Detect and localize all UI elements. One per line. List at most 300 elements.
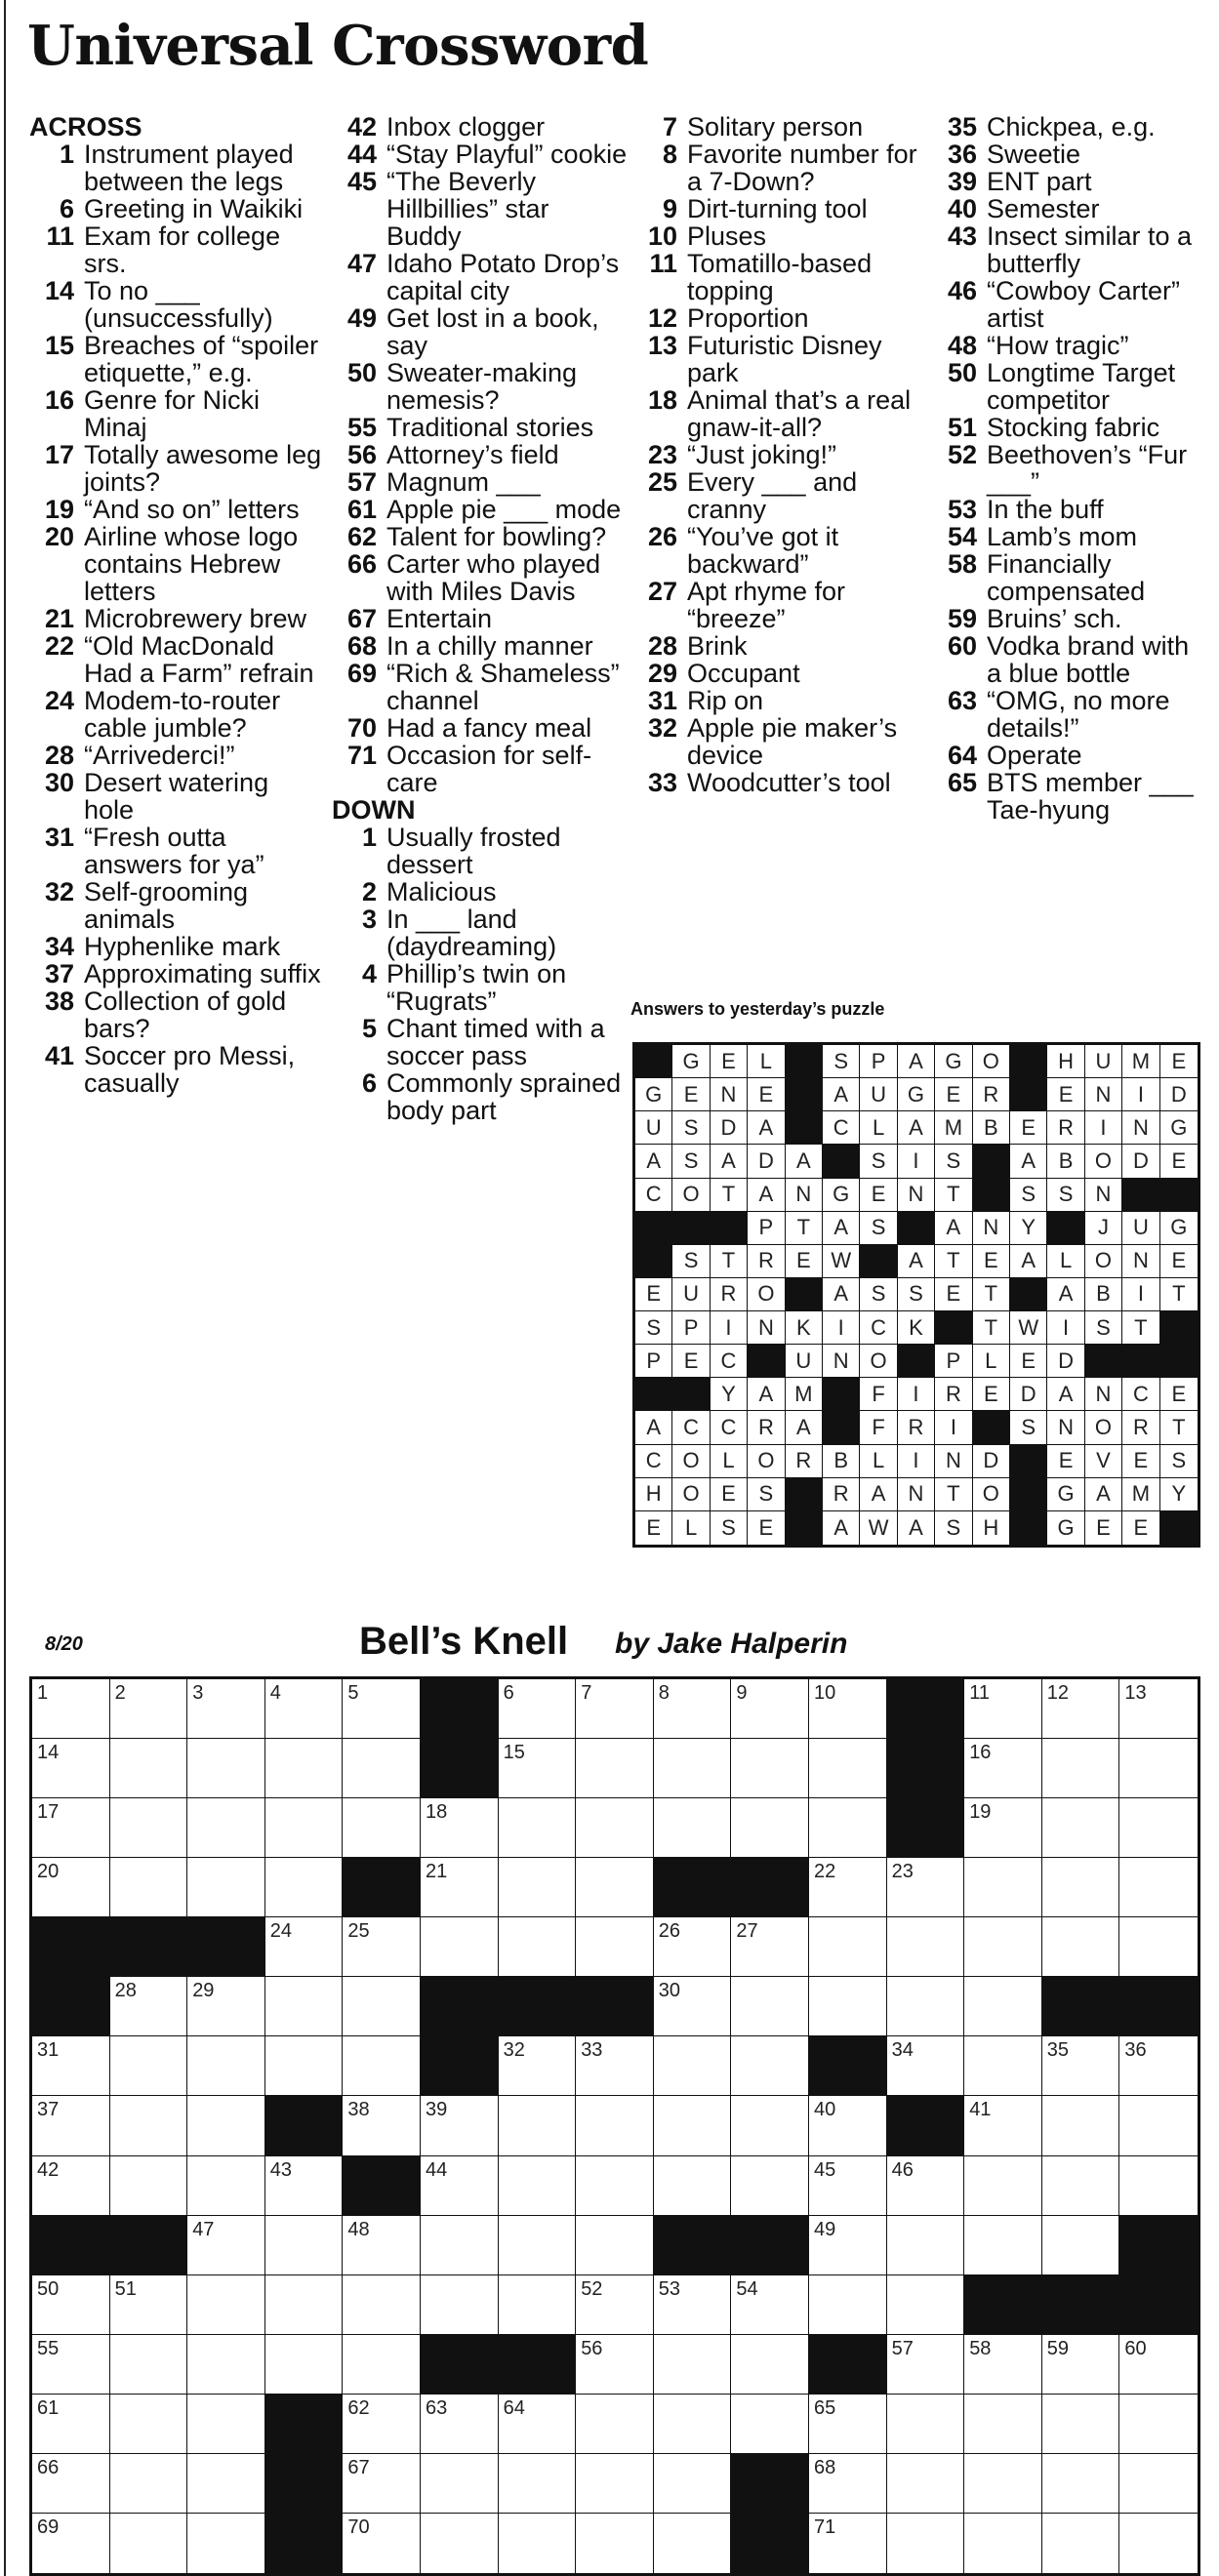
- grid-cell[interactable]: [499, 2395, 577, 2454]
- grid-black-square: [964, 2275, 1042, 2335]
- answer-cell: I: [1085, 1111, 1122, 1145]
- grid-cell[interactable]: [110, 2096, 188, 2155]
- grid-cell-number: 53: [658, 2277, 681, 2300]
- grid-cell[interactable]: [731, 2096, 809, 2155]
- grid-cell[interactable]: [499, 2514, 577, 2573]
- clue-text: “OMG, no more details!”: [987, 686, 1170, 743]
- crossword-grid: [29, 1676, 1200, 2576]
- answer-cell: C: [635, 1179, 672, 1212]
- answer-cell: E: [935, 1078, 972, 1111]
- grid-cell[interactable]: [1119, 2514, 1198, 2573]
- grid-cell[interactable]: [187, 2275, 265, 2335]
- grid-cell[interactable]: [1042, 2335, 1120, 2395]
- answer-cell: C: [711, 1345, 748, 1378]
- clue-text: Occupant: [687, 659, 800, 688]
- grid-cell[interactable]: [654, 1977, 732, 2036]
- grid-cell[interactable]: [654, 2036, 732, 2096]
- grid-cell[interactable]: [576, 2275, 654, 2335]
- grid-cell[interactable]: [110, 2514, 188, 2573]
- grid-cell[interactable]: [654, 2156, 732, 2216]
- grid-cell[interactable]: [421, 2454, 499, 2514]
- grid-cell-number: 8: [658, 1682, 670, 1704]
- answer-cell: N: [823, 1345, 860, 1378]
- answer-black-square: [1010, 1445, 1047, 1478]
- grid-cell[interactable]: [499, 2454, 577, 2514]
- answer-cell: O: [973, 1045, 1010, 1078]
- grid-black-square: [265, 2454, 344, 2514]
- grid-cell[interactable]: [1042, 2216, 1120, 2275]
- grid-cell[interactable]: [964, 2216, 1042, 2275]
- clue-number: 57: [346, 467, 377, 497]
- grid-cell[interactable]: [32, 2395, 110, 2454]
- answer-cell: B: [823, 1445, 860, 1478]
- grid-cell[interactable]: [343, 1798, 421, 1858]
- grid-cell[interactable]: [499, 1679, 577, 1739]
- grid-cell[interactable]: [1119, 2454, 1198, 2514]
- grid-black-square: [654, 2216, 732, 2275]
- answer-cell: R: [1122, 1411, 1159, 1444]
- clue-text: Chickpea, e.g.: [987, 112, 1156, 141]
- grid-cell[interactable]: [731, 1739, 809, 1798]
- grid-cell[interactable]: [887, 2156, 965, 2216]
- grid-cell[interactable]: [887, 2275, 965, 2335]
- answer-cell: E: [1122, 1511, 1159, 1545]
- answer-cell: P: [935, 1345, 972, 1378]
- clue-item: [29, 687, 322, 742]
- grid-cell[interactable]: [576, 2096, 654, 2155]
- grid-cell[interactable]: [576, 1858, 654, 1917]
- grid-cell[interactable]: [499, 2275, 577, 2335]
- grid-cell[interactable]: [887, 1858, 965, 1917]
- grid-cell[interactable]: [187, 2156, 265, 2216]
- grid-cell[interactable]: [265, 1917, 344, 1977]
- grid-cell[interactable]: [964, 2036, 1042, 2096]
- grid-cell[interactable]: [576, 2216, 654, 2275]
- grid-cell[interactable]: [576, 1739, 654, 1798]
- grid-cell[interactable]: [499, 1858, 577, 1917]
- grid-cell[interactable]: [187, 1858, 265, 1917]
- grid-cell[interactable]: [187, 2096, 265, 2155]
- grid-cell[interactable]: [809, 1858, 887, 1917]
- grid-cell[interactable]: [265, 1798, 344, 1858]
- answer-cell: A: [898, 1245, 935, 1278]
- grid-cell[interactable]: [343, 1739, 421, 1798]
- grid-cell[interactable]: [809, 2395, 887, 2454]
- grid-cell[interactable]: [32, 2514, 110, 2573]
- grid-cell[interactable]: [187, 1977, 265, 2036]
- answer-cell: R: [748, 1411, 785, 1444]
- answer-cell: D: [1160, 1078, 1198, 1111]
- grid-cell[interactable]: [421, 2395, 499, 2454]
- grid-cell[interactable]: [499, 2156, 577, 2216]
- answer-cell: C: [860, 1311, 897, 1345]
- clue-item: [632, 769, 930, 796]
- grid-cell[interactable]: [1042, 1917, 1120, 1977]
- clue-number: 25: [647, 467, 677, 497]
- grid-cell[interactable]: [731, 2275, 809, 2335]
- grid-cell[interactable]: [654, 2454, 732, 2514]
- grid-cell[interactable]: [576, 1679, 654, 1739]
- grid-cell[interactable]: [1042, 2036, 1120, 2096]
- grid-cell[interactable]: [499, 2036, 577, 2096]
- clue-item: [632, 386, 930, 441]
- grid-cell[interactable]: [265, 1679, 344, 1739]
- answer-cell: D: [748, 1145, 785, 1178]
- grid-cell[interactable]: [964, 1679, 1042, 1739]
- grid-cell[interactable]: [187, 1739, 265, 1798]
- answer-cell: M: [786, 1378, 823, 1411]
- grid-cell[interactable]: [32, 1679, 110, 1739]
- grid-cell[interactable]: [731, 1977, 809, 2036]
- grid-cell[interactable]: [1042, 1679, 1120, 1739]
- grid-cell[interactable]: [499, 1917, 577, 1977]
- clue-text: Phillip’s twin on “Rugrats”: [386, 959, 567, 1016]
- grid-cell[interactable]: [809, 2454, 887, 2514]
- grid-cell[interactable]: [421, 2275, 499, 2335]
- answer-cell: A: [860, 1478, 897, 1511]
- grid-cell[interactable]: [731, 2335, 809, 2395]
- grid-cell[interactable]: [1119, 2156, 1198, 2216]
- answer-cell: Y: [1010, 1212, 1047, 1245]
- grid-cell[interactable]: [343, 2454, 421, 2514]
- grid-cell[interactable]: [654, 1917, 732, 1977]
- grid-cell[interactable]: [1042, 2395, 1120, 2454]
- grid-cell[interactable]: [576, 2156, 654, 2216]
- grid-cell[interactable]: [32, 2454, 110, 2514]
- grid-cell[interactable]: [1119, 1798, 1198, 1858]
- answer-cell: G: [898, 1078, 935, 1111]
- grid-cell[interactable]: [265, 2275, 344, 2335]
- answer-cell: W: [860, 1511, 897, 1545]
- grid-cell[interactable]: [32, 2096, 110, 2155]
- grid-cell[interactable]: [343, 1679, 421, 1739]
- answer-cell: O: [748, 1445, 785, 1478]
- grid-cell[interactable]: [887, 2514, 965, 2573]
- grid-cell[interactable]: [421, 2156, 499, 2216]
- grid-cell[interactable]: [887, 2395, 965, 2454]
- grid-cell[interactable]: [343, 1977, 421, 2036]
- grid-cell[interactable]: [576, 2514, 654, 2573]
- grid-cell[interactable]: [110, 2156, 188, 2216]
- grid-cell[interactable]: [1042, 1739, 1120, 1798]
- grid-cell-number: 21: [425, 1861, 448, 1883]
- grid-cell[interactable]: [576, 2036, 654, 2096]
- clue-number: 28: [44, 741, 74, 770]
- grid-cell[interactable]: [964, 2096, 1042, 2155]
- clue-item: [332, 441, 630, 468]
- grid-cell[interactable]: [731, 2156, 809, 2216]
- grid-cell[interactable]: [1042, 2454, 1120, 2514]
- grid-cell[interactable]: [809, 2156, 887, 2216]
- grid-cell[interactable]: [654, 1679, 732, 1739]
- clue-item: [29, 195, 322, 222]
- answer-cell: E: [1122, 1445, 1159, 1478]
- grid-cell-number: 35: [1046, 2039, 1070, 2062]
- grid-cell[interactable]: [654, 2395, 732, 2454]
- clue-item: [29, 332, 322, 386]
- answer-black-square: [898, 1345, 935, 1378]
- grid-cell-number: 18: [425, 1801, 448, 1824]
- grid-cell[interactable]: [110, 1858, 188, 1917]
- clue-item: [632, 687, 930, 714]
- grid-cell[interactable]: [110, 1798, 188, 1858]
- grid-cell[interactable]: [809, 2096, 887, 2155]
- grid-cell[interactable]: [964, 2514, 1042, 2573]
- clue-item: [932, 222, 1210, 277]
- grid-cell[interactable]: [32, 2335, 110, 2395]
- clue-text: Talent for bowling?: [386, 522, 607, 551]
- clue-number: 11: [46, 221, 74, 251]
- clue-text: Proportion: [687, 303, 809, 333]
- grid-cell[interactable]: [110, 2275, 188, 2335]
- clue-item: [932, 742, 1210, 769]
- grid-cell[interactable]: [654, 2514, 732, 2573]
- grid-cell[interactable]: [110, 2335, 188, 2395]
- grid-cell-number: 54: [736, 2277, 758, 2300]
- grid-cell[interactable]: [1119, 1679, 1198, 1739]
- grid-cell[interactable]: [187, 1679, 265, 1739]
- grid-cell[interactable]: [887, 1977, 965, 2036]
- clue-number: 35: [947, 112, 977, 141]
- answer-black-square: [786, 1278, 823, 1311]
- grid-cell[interactable]: [110, 2395, 188, 2454]
- clue-item: [632, 441, 930, 468]
- grid-cell[interactable]: [964, 2335, 1042, 2395]
- answer-cell: R: [823, 1478, 860, 1511]
- answers-grid: [632, 1042, 1200, 1548]
- grid-cell[interactable]: [343, 2216, 421, 2275]
- grid-cell[interactable]: [809, 2514, 887, 2573]
- grid-cell[interactable]: [1042, 2156, 1120, 2216]
- answer-black-square: [898, 1212, 935, 1245]
- grid-cell[interactable]: [110, 2036, 188, 2096]
- grid-cell[interactable]: [809, 2216, 887, 2275]
- answer-cell: C: [635, 1445, 672, 1478]
- answer-cell: O: [860, 1345, 897, 1378]
- clue-number: 13: [647, 331, 677, 360]
- answer-cell: N: [1085, 1378, 1122, 1411]
- grid-cell[interactable]: [809, 1739, 887, 1798]
- grid-cell[interactable]: [110, 1739, 188, 1798]
- clue-number: 34: [44, 932, 74, 961]
- clue-number: 56: [346, 440, 377, 469]
- grid-cell[interactable]: [265, 2216, 344, 2275]
- grid-cell[interactable]: [809, 1917, 887, 1977]
- grid-cell-number: 37: [37, 2099, 60, 2121]
- grid-cell-number: 38: [347, 2099, 370, 2121]
- answer-cell: S: [1085, 1311, 1122, 1345]
- clue-text: Get lost in a book, say: [386, 303, 599, 360]
- grid-cell[interactable]: [343, 2395, 421, 2454]
- grid-cell[interactable]: [576, 2335, 654, 2395]
- grid-cell[interactable]: [1042, 2514, 1120, 2573]
- answer-cell: R: [748, 1245, 785, 1278]
- grid-cell[interactable]: [887, 2454, 965, 2514]
- clue-number: 70: [346, 713, 377, 743]
- grid-cell[interactable]: [1119, 2096, 1198, 2155]
- grid-cell[interactable]: [1119, 2036, 1198, 2096]
- grid-cell[interactable]: [187, 1798, 265, 1858]
- answer-cell: C: [672, 1411, 710, 1444]
- grid-cell[interactable]: [1042, 1858, 1120, 1917]
- grid-cell[interactable]: [731, 2036, 809, 2096]
- answer-cell: I: [711, 1311, 748, 1345]
- grid-cell[interactable]: [187, 2514, 265, 2573]
- clue-item: [932, 113, 1210, 141]
- clue-text: ENT part: [987, 167, 1092, 196]
- grid-cell[interactable]: [576, 1917, 654, 1977]
- grid-cell[interactable]: [187, 2335, 265, 2395]
- grid-cell[interactable]: [1119, 1739, 1198, 1798]
- grid-cell[interactable]: [343, 1917, 421, 1977]
- grid-cell[interactable]: [887, 2335, 965, 2395]
- grid-cell[interactable]: [265, 1739, 344, 1798]
- grid-cell-number: 71: [813, 2516, 836, 2538]
- clue-number: 41: [44, 1041, 74, 1070]
- grid-cell[interactable]: [421, 1858, 499, 1917]
- grid-cell[interactable]: [499, 1739, 577, 1798]
- answer-cell: S: [1010, 1411, 1047, 1444]
- clue-item: [632, 578, 930, 632]
- grid-black-square: [731, 1858, 809, 1917]
- grid-cell[interactable]: [1042, 1798, 1120, 1858]
- grid-cell-number: 19: [969, 1801, 992, 1824]
- grid-cell[interactable]: [265, 2156, 344, 2216]
- grid-cell[interactable]: [809, 2275, 887, 2335]
- clue-column-4: [932, 113, 1210, 824]
- grid-cell[interactable]: [32, 2156, 110, 2216]
- grid-cell[interactable]: [265, 2335, 344, 2395]
- grid-cell[interactable]: [964, 1739, 1042, 1798]
- grid-cell[interactable]: [421, 2096, 499, 2155]
- clue-text: Vodka brand with a blue bottle: [987, 631, 1190, 688]
- grid-cell-number: 56: [581, 2337, 603, 2359]
- grid-cell[interactable]: [731, 2395, 809, 2454]
- clue-number: 1: [361, 823, 377, 852]
- answer-cell: I: [898, 1378, 935, 1411]
- grid-cell[interactable]: [654, 2275, 732, 2335]
- grid-cell[interactable]: [1042, 2096, 1120, 2155]
- grid-cell[interactable]: [32, 2036, 110, 2096]
- grid-cell[interactable]: [32, 1858, 110, 1917]
- answer-cell: M: [1122, 1045, 1159, 1078]
- clue-text: Collection of gold bars?: [84, 986, 287, 1043]
- grid-cell[interactable]: [421, 1798, 499, 1858]
- clue-number: 38: [44, 986, 74, 1016]
- grid-cell[interactable]: [731, 1798, 809, 1858]
- grid-cell[interactable]: [809, 1798, 887, 1858]
- grid-cell[interactable]: [964, 2454, 1042, 2514]
- clue-number: 1: [59, 140, 74, 169]
- grid-cell[interactable]: [499, 1798, 577, 1858]
- grid-cell[interactable]: [265, 1977, 344, 2036]
- grid-cell-number: 50: [37, 2277, 60, 2300]
- grid-cell[interactable]: [654, 1739, 732, 1798]
- grid-black-square: [731, 2514, 809, 2573]
- grid-cell[interactable]: [887, 2216, 965, 2275]
- grid-cell[interactable]: [343, 2514, 421, 2573]
- grid-cell[interactable]: [32, 1798, 110, 1858]
- clue-item: [932, 195, 1210, 222]
- grid-cell[interactable]: [654, 2096, 732, 2155]
- grid-black-square: [421, 1739, 499, 1798]
- grid-cell[interactable]: [964, 1917, 1042, 1977]
- grid-cell[interactable]: [887, 1917, 965, 1977]
- answer-black-square: [786, 1511, 823, 1545]
- clue-item: [332, 878, 630, 906]
- grid-cell[interactable]: [964, 2395, 1042, 2454]
- grid-cell[interactable]: [499, 2096, 577, 2155]
- grid-cell[interactable]: [964, 1858, 1042, 1917]
- grid-cell[interactable]: [964, 1798, 1042, 1858]
- grid-cell[interactable]: [32, 2275, 110, 2335]
- grid-cell-number: 48: [347, 2218, 370, 2240]
- grid-cell[interactable]: [731, 1679, 809, 1739]
- grid-cell[interactable]: [32, 1739, 110, 1798]
- grid-cell[interactable]: [1119, 2395, 1198, 2454]
- answer-cell: D: [1047, 1345, 1084, 1378]
- grid-cell[interactable]: [809, 1977, 887, 2036]
- grid-cell-number: 27: [736, 1920, 758, 1943]
- grid-black-square: [499, 2335, 577, 2395]
- answer-cell: M: [1122, 1478, 1159, 1511]
- grid-cell[interactable]: [964, 2156, 1042, 2216]
- grid-cell[interactable]: [110, 2454, 188, 2514]
- answer-black-square: [1010, 1045, 1047, 1078]
- grid-cell[interactable]: [343, 2335, 421, 2395]
- grid-cell[interactable]: [421, 2514, 499, 2573]
- clue-item: [932, 496, 1210, 523]
- grid-cell[interactable]: [421, 1917, 499, 1977]
- grid-cell[interactable]: [343, 2096, 421, 2155]
- grid-cell[interactable]: [187, 2216, 265, 2275]
- clue-text: Greeting in Waikiki: [84, 194, 304, 223]
- grid-cell[interactable]: [654, 1798, 732, 1858]
- grid-cell[interactable]: [576, 2395, 654, 2454]
- clue-number: 69: [346, 659, 377, 688]
- grid-cell[interactable]: [654, 2335, 732, 2395]
- answer-cell: A: [1047, 1278, 1084, 1311]
- grid-cell[interactable]: [110, 1679, 188, 1739]
- answer-black-square: [1047, 1212, 1084, 1245]
- clue-number: 4: [361, 959, 377, 988]
- answer-cell: G: [635, 1078, 672, 1111]
- grid-cell[interactable]: [1119, 1858, 1198, 1917]
- grid-cell[interactable]: [1119, 1917, 1198, 1977]
- grid-cell[interactable]: [343, 2275, 421, 2335]
- grid-cell[interactable]: [809, 1679, 887, 1739]
- clue-text: To no ___ (unsuccessfully): [84, 276, 273, 333]
- grid-cell[interactable]: [731, 1917, 809, 1977]
- grid-cell[interactable]: [576, 2454, 654, 2514]
- answer-cell: N: [1047, 1411, 1084, 1444]
- grid-cell[interactable]: [187, 2395, 265, 2454]
- grid-cell[interactable]: [110, 1977, 188, 2036]
- grid-cell[interactable]: [187, 2036, 265, 2096]
- grid-cell[interactable]: [576, 1798, 654, 1858]
- grid-cell[interactable]: [887, 2036, 965, 2096]
- grid-cell[interactable]: [187, 2454, 265, 2514]
- clue-text: Hyphenlike mark: [84, 932, 281, 961]
- grid-cell[interactable]: [265, 1858, 344, 1917]
- grid-cell[interactable]: [265, 2036, 344, 2096]
- grid-cell[interactable]: [964, 1977, 1042, 2036]
- grid-cell[interactable]: [1119, 2335, 1198, 2395]
- grid-cell[interactable]: [499, 2216, 577, 2275]
- grid-cell[interactable]: [421, 2216, 499, 2275]
- grid-cell[interactable]: [343, 2036, 421, 2096]
- answer-cell: I: [1047, 1311, 1084, 1345]
